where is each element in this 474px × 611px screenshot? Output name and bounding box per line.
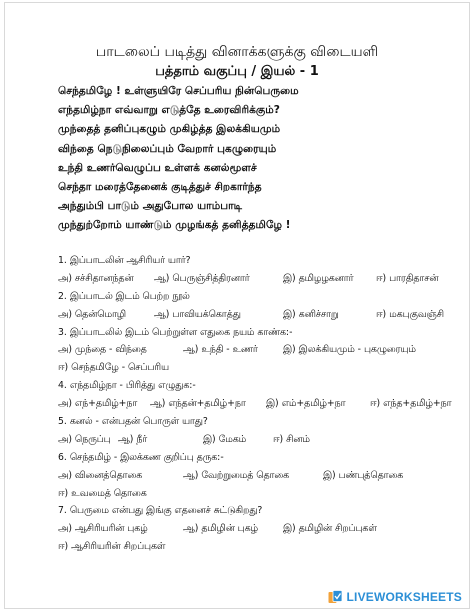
option-b[interactable]: ஆ) எந்தன்+தமிழ்+நா: [150, 398, 246, 410]
option-a[interactable]: அ) தென்மொழி: [58, 308, 126, 320]
option-d[interactable]: ஈ) செந்தமிழே - செப்பரிய: [58, 362, 169, 374]
question-4: 4. எந்தமிழ்நா - பிரித்து எழுதுக:-: [58, 380, 196, 392]
option-c[interactable]: இ) மேகம்: [203, 433, 247, 445]
option-c[interactable]: இ) இலக்கியமும் - புகழுரையும்: [283, 344, 416, 356]
question-1: 1. இப்பாடலின் ஆசிரியர் யார்?: [58, 255, 191, 266]
question-list: [58, 252, 468, 556]
option-a[interactable]: அ) ஆசிரியரின் புகழ்: [58, 523, 148, 535]
poem-block: [58, 82, 458, 236]
options-row: [58, 467, 468, 485]
poem-line: அந்தும்பி பாடும் அதுபோல யாம்பாடி: [58, 200, 243, 213]
option-a[interactable]: அ) எந்+தமிழ்+நா: [58, 398, 138, 410]
question-5: 5. கனல் - என்பதன் பொருள் யாது?: [58, 416, 208, 428]
question-7: 7. பெருமை என்பது இங்கு எதனைச் சுட்டுகிறது?: [58, 505, 263, 517]
option-a[interactable]: அ) நெருப்பு: [58, 433, 111, 445]
option-c[interactable]: இ) எம்+தமிழ்+நா: [266, 398, 346, 410]
options-row: [58, 538, 468, 556]
options-row: [58, 431, 468, 449]
option-b[interactable]: ஆ) பெருஞ்சித்திரனார்: [154, 272, 250, 284]
option-a[interactable]: அ) முந்தை - விந்தை: [58, 344, 147, 356]
options-row: [58, 395, 468, 413]
option-b[interactable]: ஆ) உந்தி - உணர்: [183, 344, 258, 356]
option-b[interactable]: ஆ) தமிழின் புகழ்: [183, 523, 259, 535]
options-row: [58, 306, 468, 324]
option-b[interactable]: ஆ) பாவியக்கொத்து: [154, 308, 241, 320]
option-a[interactable]: அ) சச்சிதானந்தன்: [58, 272, 134, 284]
liveworksheets-footer[interactable]: [328, 589, 462, 605]
poem-line: முந்துற்றோம் யாண்டும் முழங்கத் தனித்தமிழே !: [58, 219, 291, 232]
option-c[interactable]: இ) தமிழழகனார்: [283, 272, 354, 284]
liveworksheets-logo-icon: [328, 590, 344, 604]
poem-line: உந்தி உணர்வெழுப்ப உள்ளக் கனல்மூளச்: [58, 161, 257, 174]
question-6: 6. செந்தமிழ் - இலக்கண குறிப்பு தருக:-: [58, 451, 224, 463]
option-d[interactable]: ஈ) சினம்: [273, 433, 310, 445]
brand-name: LIVEWORKSHEETS: [346, 590, 462, 604]
poem-line: விந்தை நெடுநிலைப்பும் வேறார் புகழுரையும்: [58, 142, 277, 155]
poem-line: செந்தா மரைத்தேனைக் குடித்துச் சிறகார்ந்த: [58, 180, 262, 193]
option-d[interactable]: ஈ) உவமைத் தொகை: [58, 487, 147, 499]
option-d[interactable]: ஈ) மகபுகுவஞ்சி: [376, 308, 444, 320]
worksheet-subtitle: பத்தாம் வகுப்பு / இயல் - 1: [155, 64, 319, 79]
option-d[interactable]: ஈ) எந்த+தமிழ்+நா: [370, 398, 452, 410]
option-d[interactable]: ஈ) ஆசிரியரின் சிறப்புகள்: [58, 541, 166, 553]
poem-line: எந்தமிழ்நா எவ்வாறு எடுத்தே உரைவிரிக்கும்?: [58, 104, 280, 117]
option-d[interactable]: ஈ) பாரதிதாசன்: [376, 272, 439, 284]
worksheet-title: பாடலைப் படித்து வினாக்களுக்கு விடையளி: [95, 44, 379, 60]
question-2: 2. இப்பாடல் இடம் பெற்ற நூல்: [58, 290, 190, 302]
options-row: [58, 270, 468, 288]
options-row: [58, 341, 468, 359]
options-row: [58, 359, 468, 377]
option-b[interactable]: ஆ) நீர்: [118, 433, 148, 445]
option-b[interactable]: ஆ) வேற்றுமைத் தொகை: [183, 469, 290, 481]
option-c[interactable]: இ) பண்புத்தொகை: [323, 469, 404, 481]
options-row: [58, 520, 468, 538]
options-row: [58, 485, 468, 503]
option-c[interactable]: இ) கனிச்சாறு: [283, 308, 339, 320]
question-3: 3. இப்பாடலில் இடம் பெற்றுள்ள எதுகை நயம் காண்க:-: [58, 326, 293, 338]
poem-line: செந்தமிழே ! உள்ளுயிரே செப்பரிய நின்பெருமை: [58, 85, 299, 97]
option-c[interactable]: இ) தமிழின் சிறப்புகள்: [283, 523, 377, 535]
poem-line: முந்தைத் தனிப்புகழும் முகிழ்த்த இலக்கியமும்: [58, 123, 281, 136]
option-a[interactable]: அ) வினைத்தொகை: [58, 469, 143, 481]
